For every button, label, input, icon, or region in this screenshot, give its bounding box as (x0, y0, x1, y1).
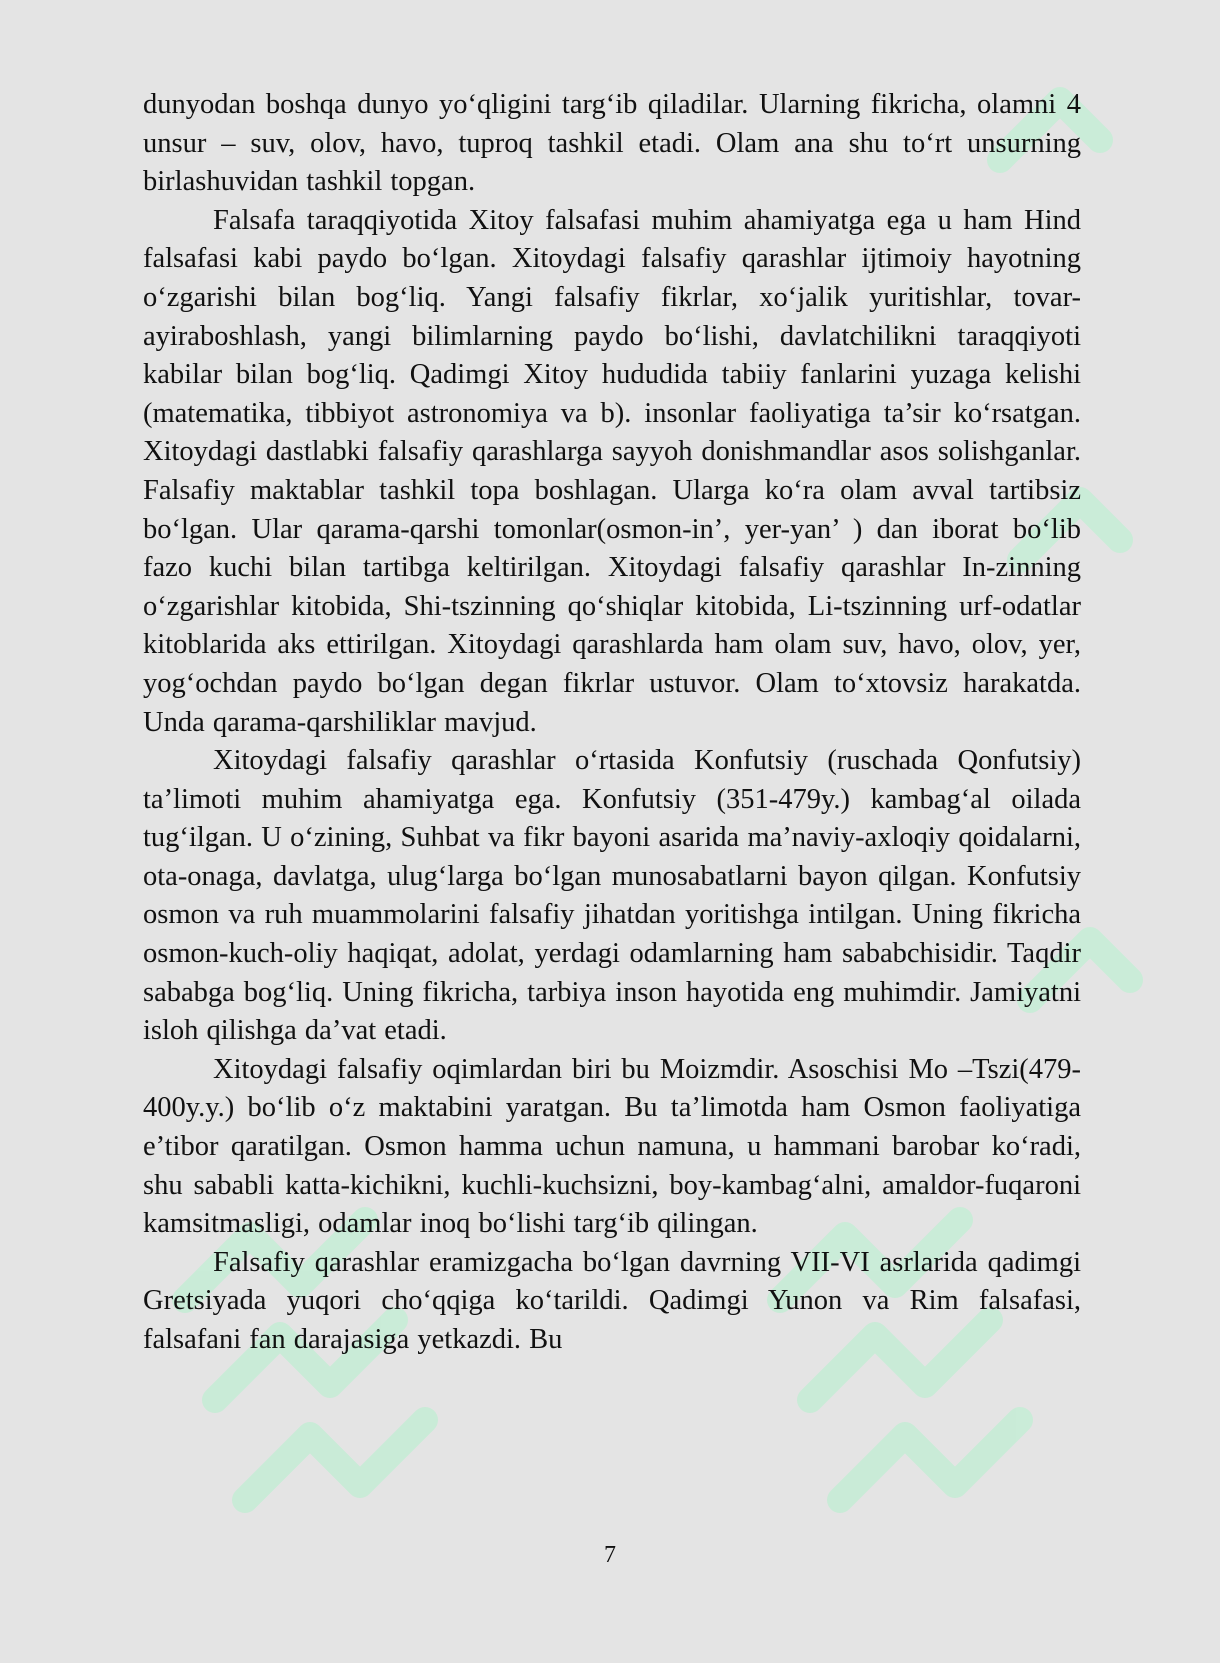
paragraph-chinese-philosophy: Falsafa taraqqiyotida Xitoy falsafasi muhim ahamiyatga ega u ham Hind falsafasi kabi paydo bo‘lgan. Xitoydagi falsafiy qarashlar ijtimoiy hayotning o‘zgarishi bilan bog‘liq. Yangi falsafiy fikrlar, xo‘jalik yuritishlar, tovar-ayiraboshlash, yangi bilimlarning paydo bo‘lishi, davlatchilikni taraqqiyoti kabilar bilan bog‘liq. Qadimgi Xitoy hududida tabiiy fanlarini yuzaga kelishi (matematika, tibbiyot astronomiya va b). insonlar faoliyatiga ta’sir ko‘rsatgan. Xitoydagi dastlabki falsafiy qarashlarga sayyoh donishmandlar asos solishganlar. Falsafiy maktablar tashkil topa boshlagan. Ularga ko‘ra olam avval tartibsiz bo‘lgan. Ular qarama-qarshi tomonlar(osmon-in’, yer-yan’ ) dan iborat bo‘lib fazo kuchi bilan tartibga keltirilgan. Xitoydagi falsafiy qarashlar In-zinning o‘zgarishlar kitobida, Shi-tszinning qo‘shiqlar kitobida, Li-tszinning urf-odatlar kitoblarida aks ettirilgan. Xitoydagi qarashlarda ham olam suv, havo, olov, yer, yog‘ochdan paydo bo‘lgan degan fikrlar ustuvor. Olam to‘xtovsiz harakatda. Unda qarama-qarshiliklar mavjud. (143, 204, 1081, 738)
paragraph-moism: Xitoydagi falsafiy oqimlardan biri bu Moizmdir. Asoschisi Mo –Tszi(479-400y.y.) bo‘lib o‘z maktabini yaratgan. Bu ta’limotda ham Osmon faoliyatiga e’tibor qaratilgan. Osmon hamma uchun namuna, u hammani barobar ko‘radi, shu sababli katta-kichikni, kuchli-kuchsizni, boy-kambag‘alni, amaldor-fuqaroni kamsitmasligi, odamlar inoq bo‘lishi targ‘ib qilingan. (143, 1053, 1081, 1240)
paragraph-confucius: Xitoydagi falsafiy qarashlar o‘rtasida Konfutsiy (ruschada Qonfutsiy) ta’limoti muhim ahamiyatga ega. Konfutsiy (351-479y.) kambag‘al oilada tug‘ilgan. U o‘zining, Suhbat va fikr bayoni asarida ma’naviy-axloqiy qoidalarni, ota-onaga, davlatga, ulug‘larga bo‘lgan munosabatlarni bayon qilgan. Konfutsiy osmon va ruh muammolarini falsafiy jihatdan yoritishga intilgan. Uning fikricha osmon-kuch-oliy haqiqat, adolat, yerdagi odamlarning ham sababchisidir. Taqdir sababga bog‘liq. Uning fikricha, tarbiya inson hayotida eng muhimdir. Jamiyatni isloh qilishga da’vat etadi. (143, 745, 1081, 1047)
paragraph-continuation: dunyodan boshqa dunyo yo‘qligini targ‘ib qiladilar. Ularning fikricha, olamni 4 unsur – suv, olov, havo, tuproq tashkil etadi. Olam ana shu to‘rt unsurning birlashuvidan tashkil topgan. (143, 89, 1081, 198)
paragraph-greece: Falsafiy qarashlar eramizgacha bo‘lgan davrning VII-VI asrlarida qadimgi Gretsiyada yuqori cho‘qqiga ko‘tarildi. Qadimgi Yunon va Rim falsafasi, falsafani fan darajasiga yetkazdi. Bu (143, 1246, 1081, 1355)
body-text (143, 86, 1081, 1360)
page-number: 7 (604, 1542, 616, 1568)
